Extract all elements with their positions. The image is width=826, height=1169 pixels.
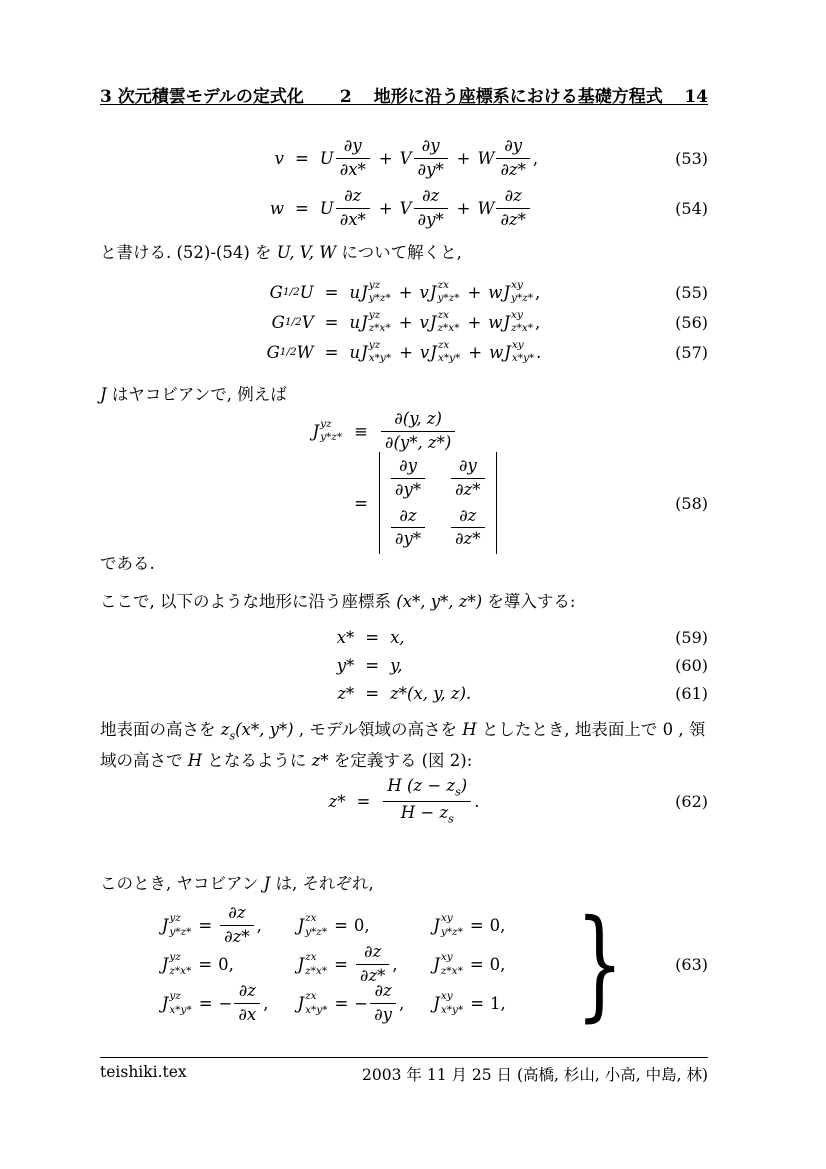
eq57-rhs — [349, 337, 541, 367]
text-segment: ここで, 以下のような地形に沿う座標系 — [100, 592, 397, 611]
fraction: $\frac{\partial z}{\partial y}$ — [370, 980, 396, 1026]
eq56-G: G — [271, 312, 285, 332]
eq55-G: G — [269, 282, 283, 302]
eq60-rhs: y, — [390, 655, 403, 675]
jacobian-cell: J zx x*y* = − $\frac{\partial z}{\partial y}$ , — [296, 984, 404, 1023]
eq53-rhs — [320, 133, 538, 183]
eq54-rel: = — [294, 198, 309, 218]
fraction: $\frac{\partial z}{\partial x}$ — [234, 980, 260, 1026]
eqno-56: (56) — [675, 312, 708, 332]
eq61-rel: = — [365, 683, 380, 703]
coef-u: u — [349, 312, 361, 332]
eq60-rel: = — [365, 655, 380, 675]
text-segment: となるように — [202, 751, 312, 771]
eq55-rel: = — [324, 282, 339, 302]
eq55-punctuation: , — [535, 282, 541, 302]
jacobian-cell: J zx z*x* = $\frac{\partial z}{\partial z*}$ , — [296, 945, 397, 984]
eq54-coef2: V — [399, 198, 412, 218]
jacobian-cell: J yz y*z* = $\frac{\partial z}{\partial z*}$ , — [161, 906, 262, 945]
plus-operator: + — [378, 198, 393, 218]
eq61-rhs: z*(x, y, z). — [390, 683, 472, 703]
jacobian-symbol: J yz y*z* — [312, 417, 343, 443]
text-segment: このとき, ヤコビアン — [100, 874, 264, 893]
paragraph-1 — [100, 240, 708, 265]
coef-u: u — [349, 282, 361, 302]
equation-58 — [100, 405, 708, 549]
plus-operator: + — [468, 342, 483, 362]
eq55-G-sup: 1/2 — [282, 286, 300, 298]
math-coords: (x*, y*, z*) — [396, 592, 483, 611]
eqno-62: (62) — [675, 791, 708, 811]
coef-v: v — [419, 312, 429, 332]
eq60-lhs: y* — [336, 655, 355, 675]
plus-operator: + — [399, 342, 413, 362]
eqno-63: (63) — [675, 955, 708, 974]
minus-sign: − — [354, 994, 369, 1013]
jacobian-symbol: J yz y*z* — [361, 278, 391, 304]
eqno-54: (54) — [675, 198, 708, 218]
fraction: $\frac{\partial z}{\partial z*}$ — [220, 902, 253, 948]
equals-symbol: = — [354, 493, 368, 513]
paragraph-5 — [100, 717, 708, 773]
equation-numbers — [675, 405, 708, 549]
equation-53-54 — [100, 133, 708, 233]
plus-operator: + — [456, 198, 471, 218]
fraction: $\frac{\partial z}{\partial y*}$ — [391, 505, 425, 551]
jacobian-symbol: J zx x*y* — [430, 338, 461, 364]
fraction: $\frac{\partial z}{\partial z*}$ — [356, 941, 389, 987]
fraction: $\frac{\partial z}{\partial x*}$ — [336, 185, 370, 231]
coef-v: v — [419, 282, 429, 302]
jacobian-cell: J yz x*y* = − $\frac{\partial z}{\partial x}$ , — [161, 984, 269, 1023]
eq59-rel: = — [365, 627, 380, 647]
eq56-G-sup: 1/2 — [284, 316, 302, 328]
math-uvw: U, V, W — [276, 243, 337, 262]
fraction: $\frac{\partial z}{\partial z*}$ — [451, 505, 484, 551]
text-segment: はヤコビアンで, 例えば — [106, 385, 287, 404]
footer — [100, 1063, 708, 1085]
eqno-60: (60) — [675, 655, 708, 675]
eq59-lhs: x* — [336, 627, 355, 647]
eq57-var: W — [296, 342, 314, 362]
section-title: 地形に沿う座標系における基礎方程式 — [373, 87, 663, 107]
fraction: $\frac{\partial z}{\partial y*}$ — [414, 185, 448, 231]
coef-w: w — [488, 312, 503, 332]
eq62-rel: = — [356, 791, 371, 811]
paragraph-6 — [100, 871, 708, 896]
text-segment: について解くと, — [336, 243, 462, 262]
paragraph-4 — [100, 589, 708, 614]
math-J: J — [263, 874, 271, 893]
eq57-G-sup: 1/2 — [279, 346, 297, 358]
text-segment: と書ける. (52)-(54) を — [100, 243, 277, 262]
eq54-coef1: U — [319, 198, 334, 218]
eqno-59: (59) — [675, 627, 708, 647]
math-H: H — [187, 751, 203, 771]
plus-operator: + — [467, 312, 482, 332]
eq56-var: V — [301, 312, 314, 332]
eq56-rel: = — [324, 312, 339, 332]
determinant-matrix — [379, 452, 497, 554]
text-segment: である. — [100, 554, 155, 573]
jacobian-symbol: J zx z*x* — [429, 308, 460, 334]
jacobian-cell: J xy z*x* = 0, — [433, 951, 506, 977]
eq62-punctuation: . — [474, 791, 480, 811]
fraction: $\frac{\partial z}{\partial z*}$ — [496, 185, 529, 231]
fraction: $\frac{\partial y}{\partial x*}$ — [336, 135, 370, 181]
eqno-57: (57) — [675, 342, 708, 362]
footer-rule — [100, 1057, 708, 1058]
text-segment: を定義する (図 2): — [328, 751, 473, 771]
coef-w: w — [488, 282, 503, 302]
text-segment: , モデル領域の高さを — [293, 720, 463, 739]
eq54-lhs: w — [269, 198, 284, 218]
minus-sign: − — [218, 994, 233, 1013]
eq55-var: U — [299, 282, 314, 302]
footer-date-authors: 2003 年 11 月 25 日 (高橋, 杉山, 小高, 中島, 林) — [362, 1066, 708, 1084]
paragraph-2 — [100, 382, 708, 407]
eq56-rhs — [349, 307, 541, 337]
jacobian-symbol: J zx y*z* — [429, 278, 460, 304]
eqno-53: (53) — [675, 148, 708, 168]
equation-numbers — [675, 776, 708, 826]
jacobian-symbol: J xy z*x* — [503, 308, 533, 334]
fraction: $\frac{\partial y}{\partial z*}$ — [451, 455, 484, 501]
zs-subscript: s — [229, 729, 236, 743]
eq53-coef3: W — [477, 148, 495, 168]
paragraph-3 — [100, 551, 708, 576]
jacobian-cell: J zx y*z* = 0, — [297, 912, 370, 938]
footer-filename: teishiki.tex — [100, 1063, 187, 1081]
jacobian-cell: J xy y*z* = 0, — [433, 912, 506, 938]
zs-args: (x*, y*) — [235, 720, 294, 739]
eq53-coef1: U — [319, 148, 334, 168]
eq54-rhs — [320, 183, 538, 233]
jacobian-grid — [161, 903, 506, 1024]
plus-operator: + — [456, 148, 471, 168]
plus-operator: + — [398, 312, 413, 332]
jacobian-cell: J yz z*x* = 0, — [161, 951, 234, 977]
text-segment: は, それぞれ, — [270, 874, 374, 893]
eq54-coef3: W — [477, 198, 495, 218]
eq62-denominator: $H - z_s$ — [383, 801, 471, 827]
jacobian-cell: J xy x*y* = 1, — [433, 990, 506, 1016]
plus-operator: + — [467, 282, 482, 302]
eq53-rel: = — [294, 148, 309, 168]
jacobian-symbol: J xy y*z* — [503, 278, 533, 304]
eq53-punctuation: , — [532, 148, 539, 168]
math-zs: z — [220, 720, 230, 739]
eq55-rhs — [349, 277, 541, 307]
eq62-numerator: H $(z - z_s)$ — [387, 776, 468, 799]
eqno-61: (61) — [675, 683, 708, 703]
eq59-rhs: x, — [390, 627, 405, 647]
eq57-rel: = — [324, 342, 339, 362]
equation-55-57 — [100, 277, 708, 367]
equation-numbers — [675, 277, 708, 367]
math-J: J — [100, 385, 107, 404]
fraction: $\frac{\partial y}{\partial z*}$ — [496, 135, 529, 181]
math-zstar: z* — [311, 751, 329, 771]
fraction: $\frac{\partial(y, z)}{\partial(y*, z*)}$ — [381, 408, 455, 454]
fraction: $\frac{\partial y}{\partial y*}$ — [414, 135, 448, 181]
eqno-55: (55) — [675, 282, 708, 302]
fraction: $\frac{\partial y}{\partial y*}$ — [391, 455, 425, 501]
math-H: H — [462, 720, 477, 739]
plus-operator: + — [378, 148, 393, 168]
header-rule — [100, 104, 708, 105]
section-number: 2 — [339, 87, 352, 107]
eq53-coef2: V — [399, 148, 412, 168]
equation-63 — [100, 894, 708, 1034]
eq57-punctuation: . — [536, 342, 542, 362]
text-segment: としたとき, 地表面上で 0 , 領域の高さで — [100, 720, 706, 771]
text-segment: を導入する: — [482, 592, 576, 611]
eq57-G: G — [266, 342, 280, 362]
equation-numbers — [675, 623, 708, 707]
eq56-punctuation: , — [535, 312, 541, 332]
coef-v: v — [419, 342, 430, 362]
equation-62 — [100, 776, 708, 826]
equation-59-61 — [100, 623, 708, 707]
right-brace: } — [575, 894, 624, 1034]
coef-u: u — [349, 342, 361, 362]
eq62-lhs: z* — [328, 791, 346, 811]
plus-operator: + — [398, 282, 413, 302]
document-title: 3 次元積雲モデルの定式化 — [100, 87, 304, 107]
jacobian-symbol: J yz z*x* — [361, 308, 391, 334]
equiv-symbol: ≡ — [354, 421, 368, 441]
eqno-58: (58) — [675, 493, 708, 513]
eq53-lhs: v — [274, 148, 284, 168]
fraction — [383, 775, 471, 826]
jacobian-symbol: J xy x*y* — [504, 338, 535, 364]
page-number: 14 — [684, 87, 708, 107]
equation-numbers — [675, 133, 708, 233]
coef-w: w — [489, 342, 504, 362]
text-segment: 地表面の高さを — [100, 720, 221, 739]
jacobian-symbol: J yz x*y* — [361, 338, 392, 364]
eq61-lhs: z* — [337, 683, 355, 703]
